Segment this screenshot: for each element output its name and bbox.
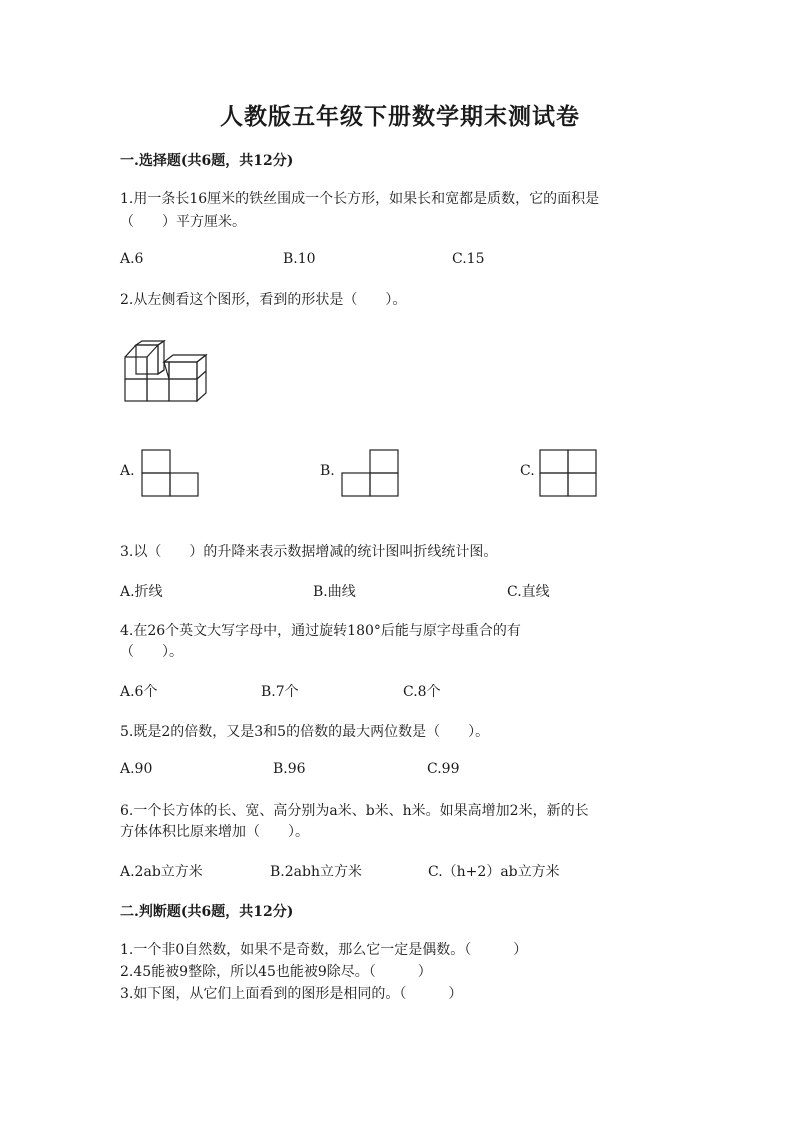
option-c-shape [539, 449, 597, 497]
question-2-text: 2.从左侧看这个图形，看到的形状是（ ）。 [120, 292, 407, 308]
question-3-option-b: B.曲线 [313, 584, 356, 600]
question-4-text-cont: （ ）。 [120, 644, 183, 660]
question-1-option-c: C.15 [452, 251, 485, 267]
question-3-option-c: C.直线 [507, 584, 550, 600]
question-4-option-c: C.8个 [403, 684, 441, 700]
question-2-option-c: C. [520, 463, 535, 479]
judgment-item-1: 1.一个非0自然数，如果不是奇数，那么它一定是偶数。（ ） [120, 942, 528, 958]
question-3-text: 3.以（ ）的升降来表示数据增减的统计图叫折线统计图。 [120, 544, 498, 560]
question-6-option-a: A.2ab立方米 [120, 864, 203, 880]
judgment-item-2: 2.45能被9整除，所以45也能被9除尽。（ ） [120, 964, 432, 980]
question-1-text: 1.用一条长16厘米的铁丝围成一个长方形，如果长和宽都是质数，它的面积是 [120, 191, 600, 207]
question-4-text: 4.在26个英文大写字母中，通过旋转180°后能与原字母重合的有 [120, 623, 521, 639]
question-4-option-b: B.7个 [261, 684, 299, 700]
judgment-item-3: 3.如下图，从它们上面看到的图形是相同的。（ ） [120, 986, 463, 1002]
question-6-option-b: B.2abh立方米 [270, 864, 362, 880]
question-6-option-c: C.（h+2）ab立方米 [428, 864, 560, 880]
question-6-text: 6.一个长方体的长、宽、高分别为a米、b米、h米。如果高增加2米，新的长 [120, 803, 589, 819]
question-5-text: 5.既是2的倍数，又是3和5的倍数的最大两位数是（ ）。 [120, 724, 490, 740]
question-5-option-a: A.90 [120, 761, 153, 777]
question-2-option-a: A. [120, 463, 135, 479]
question-1-text-cont: （ ）平方厘米。 [120, 214, 246, 230]
question-2-option-b: B. [320, 463, 335, 479]
question-5-option-c: C.99 [427, 761, 460, 777]
page-title: 人教版五年级下册数学期末测试卷 [220, 103, 580, 130]
section-heading-choice: 一.选择题(共6题，共12分) [120, 153, 294, 169]
question-3-option-a: A.折线 [120, 584, 163, 600]
option-b-shape [341, 449, 399, 497]
cube-stack-figure [120, 340, 210, 406]
section-heading-judgment: 二.判断题(共6题，共12分) [120, 904, 294, 920]
question-6-text-cont: 方体体积比原来增加（ ）。 [120, 824, 309, 840]
question-1-option-b: B.10 [283, 251, 316, 267]
option-a-shape [141, 449, 199, 497]
question-5-option-b: B.96 [273, 761, 306, 777]
question-1-option-a: A.6 [120, 251, 144, 267]
question-4-option-a: A.6个 [120, 684, 158, 700]
